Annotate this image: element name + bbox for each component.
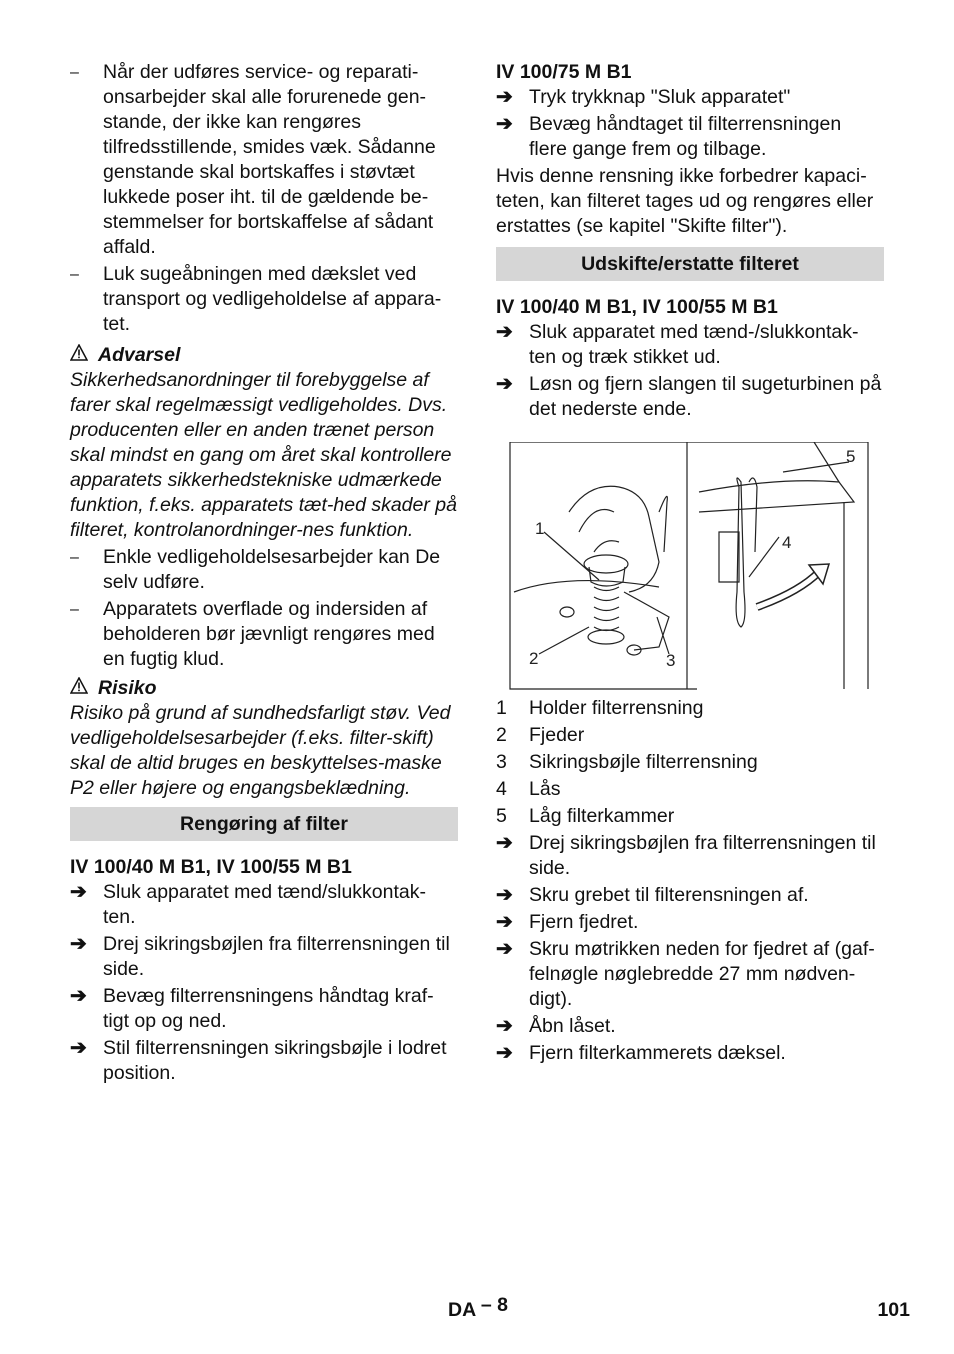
arrow-right-icon: ➔ xyxy=(496,373,513,395)
legend-item xyxy=(496,777,884,802)
risk-heading xyxy=(70,676,458,701)
arrow-right-icon: ➔ xyxy=(496,113,513,135)
legend-item xyxy=(496,696,884,721)
filter-illustration xyxy=(509,442,869,690)
instruction-step xyxy=(496,831,884,881)
legend-number: 2 xyxy=(496,724,507,746)
legend-text: Fjeder xyxy=(529,724,585,746)
paragraph: Hvis denne rensning ikke forbedrer kapaci-teten, kan filteret tages ud og rengøres eller erstattes (se kapitel "Skifte filter"). xyxy=(496,165,874,237)
instruction-step xyxy=(496,1014,884,1039)
arrow-right-icon: ➔ xyxy=(70,1037,87,1059)
item-text: Drej sikringsbøjlen fra filterrensningen til side. xyxy=(103,933,450,980)
callout-2: 2 xyxy=(529,649,539,668)
item-text: Åbn låset. xyxy=(529,1015,616,1037)
page-number: 101 xyxy=(877,1299,910,1321)
item-text: Sluk apparatet med tænd/slukkontak-ten. xyxy=(103,881,427,928)
item-text: Fjern fjedret. xyxy=(529,911,639,933)
item-text: Fjern filterkammerets dæksel. xyxy=(529,1042,786,1064)
item-text: Bevæg filterrensningens håndtag kraf-tigt op og ned. xyxy=(103,985,434,1032)
arrow-right-icon: ➔ xyxy=(70,933,87,955)
warning-text: Sikkerhedsanordninger til forebyggelse af farer skal regelmæssigt vedligeholdes. Dvs. producenten eller en anden trænet person skal mindst en gang om året skal kontrollere apparatets sikkerhedstekniske udmærkede funktion, f.eks. apparatets tæt-hed skader på filteret, kontrolanordninger-nes funktion. xyxy=(70,369,457,541)
instruction-step xyxy=(496,1041,884,1066)
instruction-step xyxy=(70,932,458,982)
callout-5: 5 xyxy=(846,447,856,466)
arrow-right-icon: ➔ xyxy=(70,985,87,1007)
risk-text: Risiko på grund af sundhedsfarligt støv. Ved vedligeholdelsesarbejder (f.eks. filter-skift) skal de altid bruges en beskyttelses-maske P2 eller højere og engangsbeklædning. xyxy=(70,702,451,799)
arrow-right-icon: ➔ xyxy=(496,321,513,343)
instruction-step xyxy=(70,880,458,930)
instruction-step xyxy=(496,85,884,110)
footer-section-page: – 8 xyxy=(480,1294,508,1316)
item-text: Sluk apparatet med tænd-/slukkontak-ten og træk stikket ud. xyxy=(529,321,859,368)
instruction-step xyxy=(496,372,884,422)
legend-text: Lås xyxy=(529,778,561,800)
arrow-right-icon: ➔ xyxy=(70,881,87,903)
list-item xyxy=(70,545,458,595)
legend-number: 3 xyxy=(496,751,507,773)
dash-bullet-icon: – xyxy=(70,64,79,81)
right-column xyxy=(496,60,884,1068)
section-title-filter-cleaning: Rengøring af filter xyxy=(70,807,458,841)
legend-number: 5 xyxy=(496,805,507,827)
left-column xyxy=(70,60,458,1088)
arrow-right-icon: ➔ xyxy=(496,911,513,933)
legend-item xyxy=(496,750,884,775)
instruction-step xyxy=(70,1036,458,1086)
legend-item xyxy=(496,723,884,748)
list-item xyxy=(70,597,458,672)
arrow-right-icon: ➔ xyxy=(496,832,513,854)
model-subheading: IV 100/40 M B1, IV 100/55 M B1 xyxy=(70,856,352,878)
warning-triangle-icon xyxy=(70,343,98,368)
arrow-right-icon: ➔ xyxy=(496,938,513,960)
dash-bullet-icon: – xyxy=(70,549,79,566)
footer-lang: DA xyxy=(448,1299,476,1321)
item-text: Stil filterrensningen sikringsbøjle i lodret position. xyxy=(103,1037,447,1084)
instruction-step xyxy=(496,937,884,1012)
legend-text: Låg filterkammer xyxy=(529,805,675,827)
footer-language-page xyxy=(448,1294,508,1323)
legend-number: 4 xyxy=(496,778,507,800)
warning-title: Advarsel xyxy=(98,344,181,366)
illustration-svg xyxy=(509,442,869,690)
item-text: Løsn og fjern slangen til sugeturbinen på det nederste ende. xyxy=(529,373,882,420)
callout-3: 3 xyxy=(666,651,676,670)
legend-item xyxy=(496,804,884,829)
callout-1: 1 xyxy=(535,519,545,538)
dash-bullet-icon: – xyxy=(70,601,79,618)
arrow-right-icon: ➔ xyxy=(496,86,513,108)
instruction-step xyxy=(496,910,884,935)
item-text: Skru møtrikken neden for fjedret af (gaf-felnøgle nøglebredde 27 mm nødven-digt). xyxy=(529,938,875,1010)
item-text: Når der udføres service- og reparati-onsarbejder skal alle forurenede gen-stande, der ikke kan rengøres tilfredsstillende, smides væk. Sådanne genstande skal bortskaffes i støvtæt lukkede poser iht. til de gældende be-stemmelser for bortskaffelse af sådant affald. xyxy=(103,61,436,258)
item-text: Tryk trykknap "Sluk apparatet" xyxy=(529,86,791,108)
model-subheading: IV 100/40 M B1, IV 100/55 M B1 xyxy=(496,296,778,318)
legend-text: Sikringsbøjle filterrensning xyxy=(529,751,758,773)
arrow-right-icon: ➔ xyxy=(496,884,513,906)
instruction-step xyxy=(70,984,458,1034)
instruction-step xyxy=(496,320,884,370)
legend-number: 1 xyxy=(496,697,507,719)
item-text: Bevæg håndtaget til filterrensningen flere gange frem og tilbage. xyxy=(529,113,842,160)
section-title-replace-filter: Udskifte/erstatte filteret xyxy=(496,247,884,281)
item-text: Enkle vedligeholdelsesarbejder kan De selv udføre. xyxy=(103,546,441,593)
warning-triangle-icon xyxy=(70,676,98,701)
callout-4: 4 xyxy=(782,533,792,552)
item-text: Drej sikringsbøjlen fra filterrensningen til side. xyxy=(529,832,876,879)
risk-title: Risiko xyxy=(98,677,157,699)
instruction-step xyxy=(496,112,884,162)
item-text: Luk sugeåbningen med dækslet ved transport og vedligeholdelse af appara-tet. xyxy=(103,263,442,335)
legend-text: Holder filterrensning xyxy=(529,697,704,719)
list-item xyxy=(70,60,458,260)
arrow-right-icon: ➔ xyxy=(496,1015,513,1037)
item-text: Apparatets overflade og indersiden af beholderen bør jævnligt rengøres med en fugtig klud. xyxy=(103,598,435,670)
dash-bullet-icon: – xyxy=(70,266,79,283)
instruction-step xyxy=(496,883,884,908)
model-subheading: IV 100/75 M B1 xyxy=(496,61,632,83)
list-item xyxy=(70,262,458,337)
item-text: Skru grebet til filterensningen af. xyxy=(529,884,809,906)
warning-heading xyxy=(70,343,458,368)
arrow-right-icon: ➔ xyxy=(496,1042,513,1064)
